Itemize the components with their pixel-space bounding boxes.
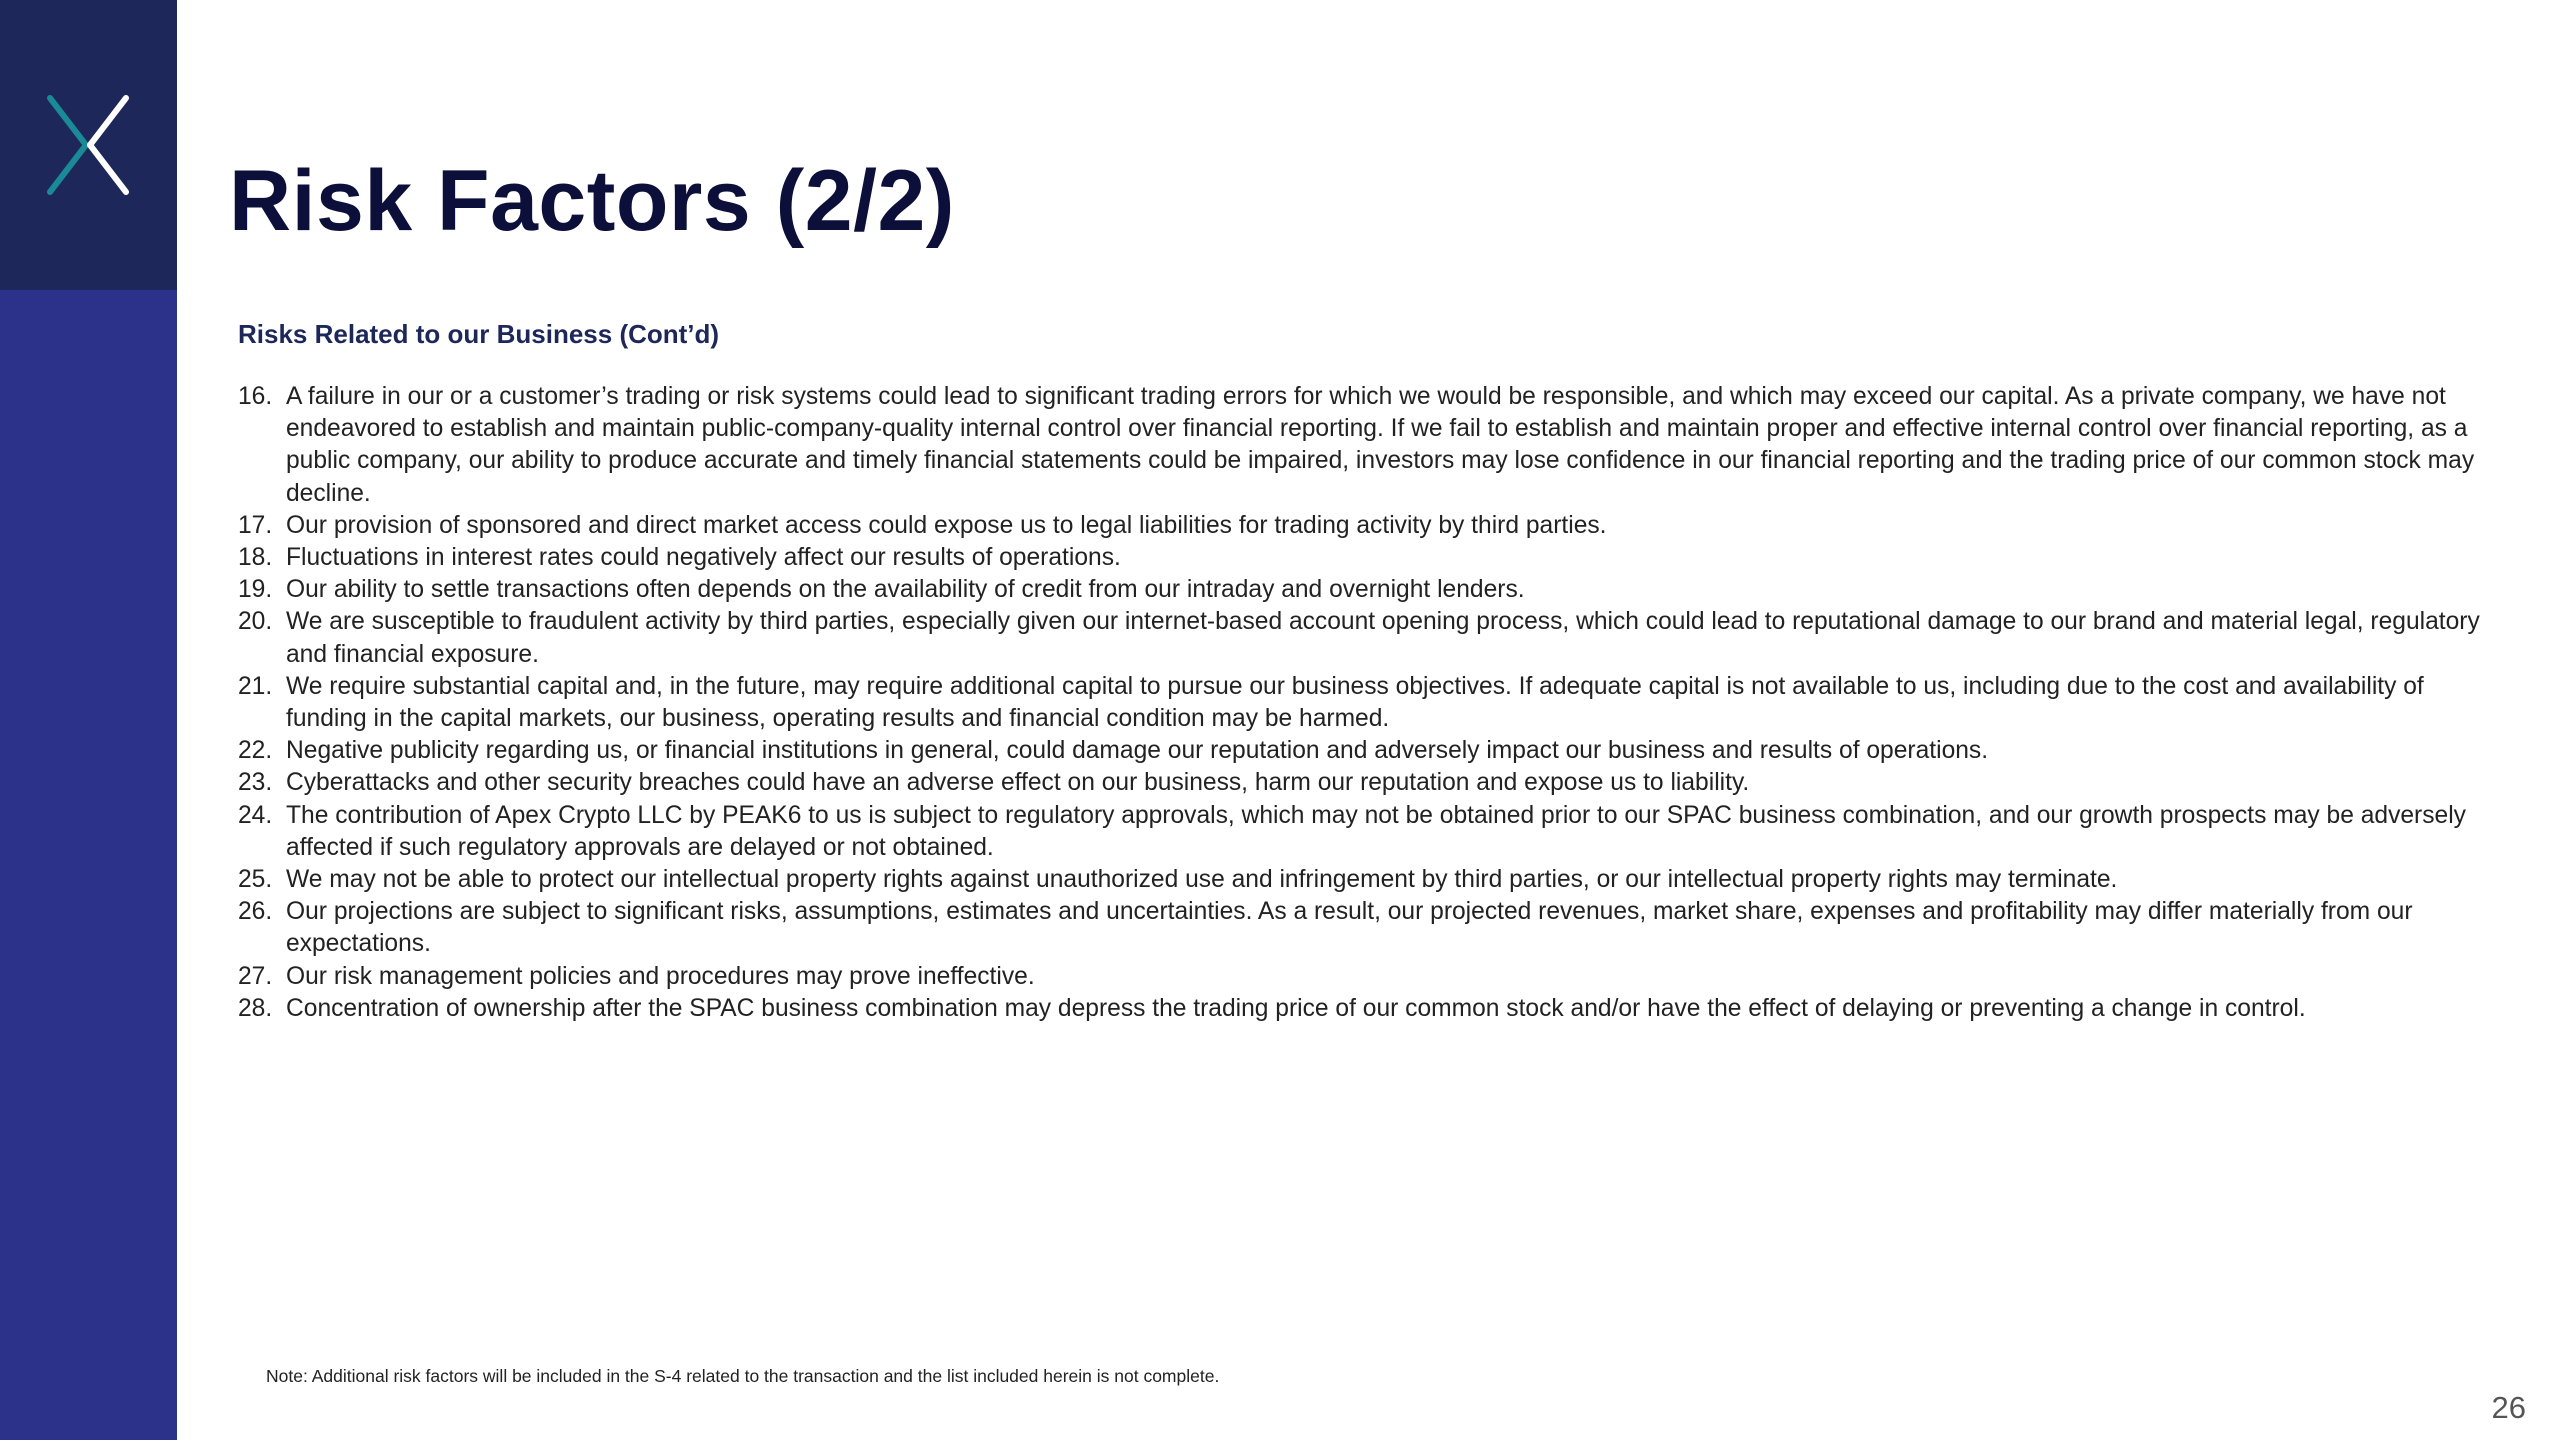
risk-number: 17. <box>238 511 273 539</box>
risk-number: 25. <box>238 866 273 894</box>
risk-item <box>238 993 2500 1025</box>
page-title: Risk Factors (2/2) <box>229 153 955 249</box>
page-number: 26 <box>2491 1390 2526 1425</box>
risk-item <box>238 574 2500 606</box>
risk-number: 18. <box>238 544 273 572</box>
risk-text: Our ability to settle transactions often depends on the availability of credit from our intraday and overnight lenders. <box>286 576 1525 604</box>
risk-item <box>238 542 2500 574</box>
risk-item <box>238 961 2500 993</box>
risk-item <box>238 735 2500 767</box>
risk-number: 28. <box>238 994 273 1022</box>
risk-text: A failure in our or a customer’s trading or risk systems could lead to significant trading errors for which we would be responsible, and which may exceed our capital. As a private company, we have not endeavored to establish and maintain public-company-quality internal control over financial reporting. If we fail to establish and maintain proper and effective internal control over financial reporting, as a public company, our ability to produce accurate and timely financial statements could be impaired, investors may lose confidence in our financial reporting and the trading price of our common stock may decline. <box>286 383 2475 507</box>
risk-text: We may not be able to protect our intellectual property rights against unauthorized use and infringement by third parties, or our intellectual property rights may terminate. <box>286 866 2118 894</box>
risk-item <box>238 510 2500 542</box>
risk-number: 20. <box>238 608 273 636</box>
risk-number: 26. <box>238 898 273 926</box>
risk-text: Our provision of sponsored and direct market access could expose us to legal liabilities for trading activity by third parties. <box>286 511 1607 539</box>
risk-item <box>238 381 2500 510</box>
risk-text: Negative publicity regarding us, or financial institutions in general, could damage our reputation and adversely impact our business and results of operations. <box>286 737 1989 765</box>
risk-text: Cyberattacks and other security breaches could have an adverse effect on our business, harm our reputation and expose us to liability. <box>286 769 1750 797</box>
risk-text: The contribution of Apex Crypto LLC by PEAK6 to us is subject to regulatory approvals, which may not be obtained prior to our SPAC business combination, and our growth prospects may be adversely affected if such regulatory approvals are delayed or not obtained. <box>286 801 2466 861</box>
section-heading: Risks Related to our Business (Cont’d) <box>238 319 720 349</box>
risk-text: We are susceptible to fraudulent activity by third parties, especially given our internet-based account opening process, which could lead to reputational damage to our brand and material legal, regulatory and financial exposure. <box>286 608 2480 668</box>
risk-number: 21. <box>238 672 273 700</box>
risk-item <box>238 767 2500 799</box>
risk-item <box>238 896 2500 960</box>
risk-item <box>238 606 2500 670</box>
sidebar-logo-panel <box>0 0 177 290</box>
risk-number: 19. <box>238 576 273 604</box>
footnote: Note: Additional risk factors will be included in the S-4 related to the transaction and the list included herein is not complete. <box>266 1366 1220 1386</box>
risk-factor-list <box>238 381 2500 1025</box>
risk-text: We require substantial capital and, in the future, may require additional capital to pursue our business objectives. If adequate capital is not available to us, including due to the cost and availability of funding in the capital markets, our business, operating results and financial condition may be harmed. <box>286 672 2424 733</box>
risk-text: Fluctuations in interest rates could negatively affect our results of operations. <box>286 544 1121 572</box>
x-logo-icon <box>46 94 130 196</box>
risk-number: 23. <box>238 769 273 797</box>
risk-text: Concentration of ownership after the SPAC business combination may depress the trading price of our common stock and/or have the effect of delaying or preventing a change in control. <box>286 994 2306 1022</box>
sidebar <box>0 0 177 1440</box>
risk-text: Our projections are subject to significant risks, assumptions, estimates and uncertainties. As a result, our projected revenues, market share, expenses and profitability may differ materially from our expectations. <box>286 898 2413 958</box>
risk-number: 16. <box>238 383 273 410</box>
risk-number: 27. <box>238 962 273 990</box>
risk-text: Our risk management policies and procedures may prove ineffective. <box>286 962 1035 990</box>
risk-number: 24. <box>238 801 273 829</box>
risk-number: 22. <box>238 737 273 765</box>
risk-item <box>238 800 2500 864</box>
risk-item <box>238 864 2500 896</box>
risk-item <box>238 671 2500 735</box>
